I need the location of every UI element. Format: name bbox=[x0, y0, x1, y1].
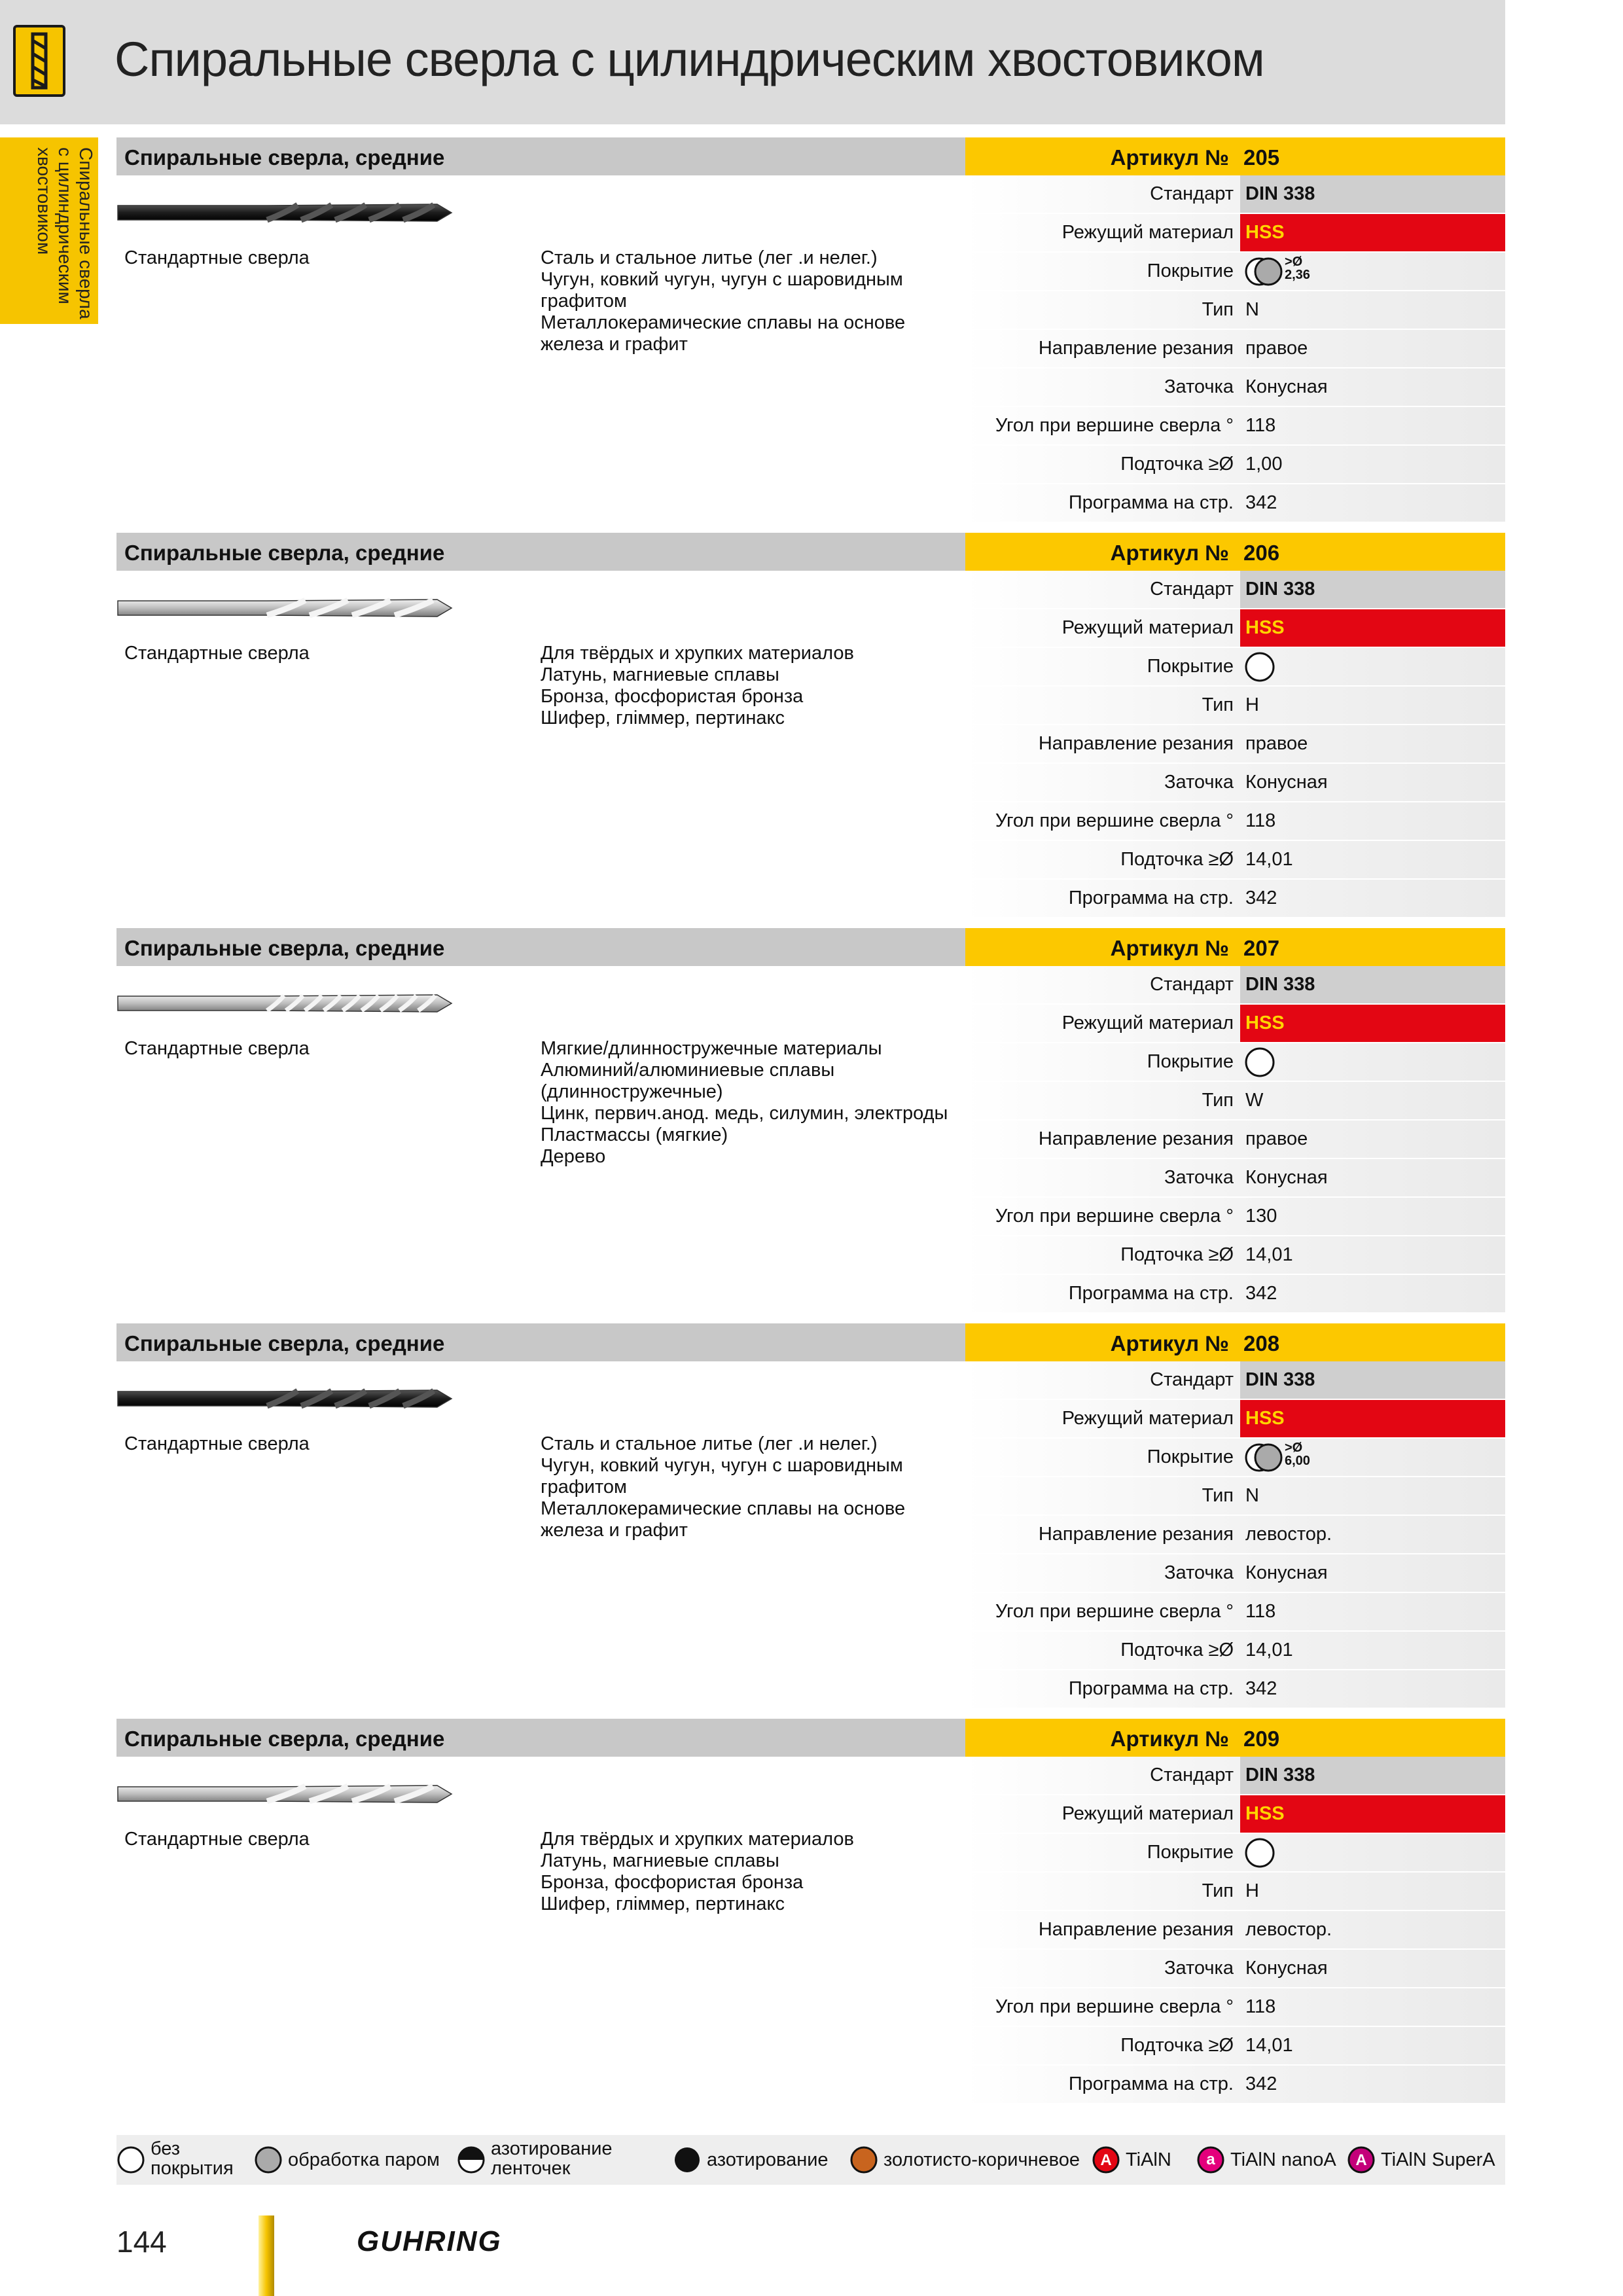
prop-row-program-page bbox=[965, 880, 1505, 918]
product-section bbox=[116, 1719, 1505, 2111]
section-title: Спиральные сверла, средние bbox=[124, 145, 445, 170]
prop-value: 1,00 bbox=[1245, 454, 1283, 475]
coating-none-icon bbox=[116, 2145, 145, 2178]
article-header bbox=[965, 533, 1505, 571]
prop-label: Тип bbox=[1202, 1485, 1234, 1506]
prop-value: 342 bbox=[1245, 492, 1277, 513]
article-number: 205 bbox=[1243, 145, 1280, 170]
prop-label: Покрытие bbox=[1147, 1051, 1234, 1072]
standard-drills-label: Стандартные сверла bbox=[124, 1433, 310, 1454]
coating-steam-icon bbox=[1244, 1443, 1283, 1476]
drill-image bbox=[116, 1376, 457, 1425]
prop-row-type bbox=[965, 291, 1505, 329]
section-title: Спиральные сверла, средние bbox=[124, 1727, 445, 1751]
drill-image bbox=[116, 1771, 457, 1820]
page-header bbox=[0, 0, 1505, 124]
prop-value: 14,01 bbox=[1245, 2035, 1293, 2056]
material-line: Для твёрдых и хрупких материалов bbox=[541, 643, 854, 664]
prop-value: N bbox=[1245, 1485, 1259, 1506]
prop-label: Заточка bbox=[1164, 1562, 1234, 1583]
product-section bbox=[116, 533, 1505, 925]
article-label: Артикул № bbox=[1110, 1727, 1229, 1751]
prop-row-regrind bbox=[965, 2027, 1505, 2065]
prop-label: Направление резания bbox=[1038, 733, 1234, 754]
prop-row-coating bbox=[965, 1834, 1505, 1872]
prop-value: H bbox=[1245, 1880, 1259, 1901]
prop-label: Заточка bbox=[1164, 376, 1234, 397]
prop-value: правое bbox=[1245, 338, 1308, 359]
coating-note: >Ø 2,36 bbox=[1285, 255, 1310, 282]
prop-value: 118 bbox=[1245, 810, 1276, 831]
prop-label: Заточка bbox=[1164, 772, 1234, 793]
legend-label: TiAlN SuperA bbox=[1381, 2149, 1495, 2170]
material-line: железа и графит bbox=[541, 334, 688, 355]
prop-label: Подточка ≥Ø bbox=[1120, 2035, 1234, 2056]
prop-label: Режущий материал bbox=[1061, 617, 1234, 638]
prop-row-coating bbox=[965, 648, 1505, 686]
prop-row-sharpening bbox=[965, 764, 1505, 802]
material-line: Чугун, ковкий чугун, чугун с шаровидным bbox=[541, 1455, 903, 1476]
prop-row-tip-angle bbox=[965, 1198, 1505, 1236]
prop-row-cut-direction bbox=[965, 1911, 1505, 1949]
prop-value: 342 bbox=[1245, 2073, 1277, 2094]
section-header bbox=[116, 533, 965, 571]
material-line: Металлокерамические сплавы на основе bbox=[541, 312, 906, 333]
coating-A-red-icon bbox=[1092, 2145, 1120, 2178]
prop-label: Заточка bbox=[1164, 1958, 1234, 1979]
article-header bbox=[965, 1719, 1505, 1757]
article-number: 206 bbox=[1243, 541, 1280, 565]
material-line: графитом bbox=[541, 1477, 627, 1498]
page-number: 144 bbox=[116, 2225, 167, 2259]
article-number: 209 bbox=[1243, 1727, 1280, 1751]
coating-A-magenta-icon bbox=[1347, 2145, 1376, 2178]
prop-value: правое bbox=[1245, 733, 1308, 754]
prop-row-type bbox=[965, 1082, 1505, 1120]
prop-value: N bbox=[1245, 299, 1259, 320]
materials-list bbox=[541, 1433, 966, 1541]
standard-drills-label: Стандартные сверла bbox=[124, 643, 310, 664]
section-header bbox=[116, 1719, 965, 1757]
prop-label: Заточка bbox=[1164, 1167, 1234, 1188]
material-line: Сталь и стальное литье (лег .и нелег.) bbox=[541, 247, 878, 268]
prop-label: Подточка ≥Ø bbox=[1120, 454, 1234, 475]
prop-value: DIN 338 bbox=[1245, 1369, 1315, 1390]
prop-row-standard bbox=[965, 966, 1505, 1004]
prop-value: Конусная bbox=[1245, 1958, 1328, 1979]
material-line: Дерево bbox=[541, 1146, 606, 1167]
prop-label: Угол при вершине сверла ° bbox=[995, 1996, 1234, 2017]
prop-label: Направление резания bbox=[1038, 338, 1234, 359]
prop-row-program-page bbox=[965, 484, 1505, 522]
prop-label: Направление резания bbox=[1038, 1919, 1234, 1940]
prop-label: Тип bbox=[1202, 299, 1234, 320]
prop-row-regrind bbox=[965, 446, 1505, 484]
brand-logo: GUHRING bbox=[357, 2225, 502, 2257]
coating-steam-icon bbox=[1244, 257, 1283, 290]
prop-label: Направление резания bbox=[1038, 1524, 1234, 1545]
prop-row-coating bbox=[965, 1439, 1505, 1477]
svg-text:A: A bbox=[1355, 2151, 1367, 2169]
material-line: Мягкие/длинностружечные материалы bbox=[541, 1038, 882, 1059]
legend-label: азотирование bbox=[707, 2149, 829, 2170]
prop-row-regrind bbox=[965, 1236, 1505, 1274]
drill-icon bbox=[13, 25, 65, 97]
prop-label: Покрытие bbox=[1147, 1842, 1234, 1863]
prop-row-cut-direction bbox=[965, 330, 1505, 368]
prop-label: Направление резания bbox=[1038, 1128, 1234, 1149]
coating-a-pink-icon bbox=[1196, 2145, 1225, 2178]
prop-row-cutting-material bbox=[965, 1400, 1505, 1438]
drill-image bbox=[116, 585, 457, 634]
prop-label: Стандарт bbox=[1150, 579, 1234, 600]
prop-label: Программа на стр. bbox=[1068, 1283, 1234, 1304]
prop-value: 130 bbox=[1245, 1206, 1277, 1227]
materials-list bbox=[541, 643, 966, 729]
side-line-3: хвостовиком bbox=[34, 147, 54, 255]
side-line-1: Спиральные сверла bbox=[76, 147, 96, 319]
prop-row-tip-angle bbox=[965, 802, 1505, 840]
svg-text:a: a bbox=[1206, 2151, 1215, 2168]
material-line: железа и графит bbox=[541, 1520, 688, 1541]
prop-value: DIN 338 bbox=[1245, 974, 1315, 995]
section-title: Спиральные сверла, средние bbox=[124, 1331, 445, 1355]
legend-label: золотисто-коричневое bbox=[883, 2149, 1080, 2170]
prop-value: левостор. bbox=[1245, 1919, 1332, 1940]
prop-label: Стандарт bbox=[1150, 1765, 1234, 1785]
prop-row-standard bbox=[965, 571, 1505, 609]
prop-value: 342 bbox=[1245, 888, 1277, 908]
prop-value: DIN 338 bbox=[1245, 183, 1315, 204]
prop-label: Стандарт bbox=[1150, 183, 1234, 204]
article-header bbox=[965, 137, 1505, 175]
article-label: Артикул № bbox=[1110, 145, 1229, 170]
prop-row-regrind bbox=[965, 841, 1505, 879]
material-line: Бронза, фосфористая бронза bbox=[541, 686, 804, 707]
coating-note: >Ø 6,00 bbox=[1285, 1441, 1310, 1468]
side-line-2: с цилиндрическим bbox=[55, 147, 75, 304]
material-line: Алюминий/алюминиевые сплавы bbox=[541, 1060, 835, 1081]
article-label: Артикул № bbox=[1110, 1331, 1229, 1355]
prop-value: Конусная bbox=[1245, 772, 1328, 793]
prop-label: Тип bbox=[1202, 1090, 1234, 1111]
prop-value: W bbox=[1245, 1090, 1264, 1111]
legend-label: без покрытия bbox=[151, 2138, 234, 2179]
coating-legend bbox=[116, 2135, 1505, 2185]
prop-value: левостор. bbox=[1245, 1524, 1332, 1545]
prop-label: Угол при вершине сверла ° bbox=[995, 1601, 1234, 1622]
prop-value: 118 bbox=[1245, 1601, 1276, 1622]
coating-half-icon bbox=[457, 2145, 486, 2178]
footer-accent-bar bbox=[259, 2215, 274, 2296]
product-section bbox=[116, 928, 1505, 1321]
prop-row-cut-direction bbox=[965, 725, 1505, 763]
material-line: Для твёрдых и хрупких материалов bbox=[541, 1829, 854, 1850]
standard-drills-label: Стандартные сверла bbox=[124, 1829, 310, 1850]
prop-row-cut-direction bbox=[965, 1516, 1505, 1554]
article-label: Артикул № bbox=[1110, 541, 1229, 565]
material-line: Сталь и стальное литье (лег .и нелег.) bbox=[541, 1433, 878, 1454]
coating-none-icon bbox=[1244, 652, 1275, 685]
coating-black-icon bbox=[673, 2145, 702, 2178]
article-header bbox=[965, 1323, 1505, 1361]
prop-row-program-page bbox=[965, 1670, 1505, 1708]
material-line: Цинк, первич.анод. медь, силумин, электроды bbox=[541, 1103, 948, 1124]
section-header bbox=[116, 1323, 965, 1361]
article-number: 208 bbox=[1243, 1331, 1280, 1355]
prop-row-tip-angle bbox=[965, 1593, 1505, 1631]
prop-row-standard bbox=[965, 175, 1505, 213]
prop-value: DIN 338 bbox=[1245, 1765, 1315, 1785]
prop-label: Режущий материал bbox=[1061, 222, 1234, 243]
article-number: 207 bbox=[1243, 936, 1280, 960]
section-title: Спиральные сверла, средние bbox=[124, 541, 445, 565]
coating-steam-icon bbox=[254, 2145, 283, 2178]
section-header bbox=[116, 137, 965, 175]
prop-label: Программа на стр. bbox=[1068, 1678, 1234, 1699]
prop-label: Подточка ≥Ø bbox=[1120, 1640, 1234, 1660]
article-header bbox=[965, 928, 1505, 966]
prop-row-sharpening bbox=[965, 1159, 1505, 1197]
material-line: Бронза, фосфористая бронза bbox=[541, 1872, 804, 1893]
prop-row-coating bbox=[965, 253, 1505, 291]
section-header bbox=[116, 928, 965, 966]
prop-row-standard bbox=[965, 1757, 1505, 1795]
material-line: графитом bbox=[541, 291, 627, 312]
prop-row-cutting-material bbox=[965, 214, 1505, 252]
prop-label: Стандарт bbox=[1150, 1369, 1234, 1390]
prop-row-regrind bbox=[965, 1632, 1505, 1670]
prop-row-cutting-material bbox=[965, 1005, 1505, 1043]
material-line: Чугун, ковкий чугун, чугун с шаровидным bbox=[541, 269, 903, 290]
prop-label: Подточка ≥Ø bbox=[1120, 849, 1234, 870]
legend-label: азотирование ленточек bbox=[491, 2138, 613, 2179]
article-label: Артикул № bbox=[1110, 936, 1229, 960]
prop-label: Программа на стр. bbox=[1068, 888, 1234, 908]
legend-label: TiAlN nanoA bbox=[1230, 2149, 1336, 2170]
standard-drills-label: Стандартные сверла bbox=[124, 247, 310, 268]
legend-label: обработка паром bbox=[288, 2149, 440, 2170]
material-line: Латунь, магниевые сплавы bbox=[541, 664, 779, 685]
prop-row-sharpening bbox=[965, 1950, 1505, 1988]
prop-value: 14,01 bbox=[1245, 1640, 1293, 1660]
prop-value: правое bbox=[1245, 1128, 1308, 1149]
prop-row-coating bbox=[965, 1043, 1505, 1081]
prop-label: Режущий материал bbox=[1061, 1013, 1234, 1033]
prop-row-type bbox=[965, 1873, 1505, 1910]
svg-text:A: A bbox=[1100, 2151, 1112, 2169]
legend-label: TiAlN bbox=[1126, 2149, 1171, 2170]
prop-label: Режущий материал bbox=[1061, 1408, 1234, 1429]
prop-value: Конусная bbox=[1245, 1167, 1328, 1188]
drill-image bbox=[116, 980, 457, 1030]
prop-value: HSS bbox=[1245, 1408, 1285, 1429]
drill-image bbox=[116, 190, 457, 239]
prop-label: Покрытие bbox=[1147, 1446, 1234, 1467]
section-title: Спиральные сверла, средние bbox=[124, 936, 445, 960]
standard-drills-label: Стандартные сверла bbox=[124, 1038, 310, 1059]
prop-value: 118 bbox=[1245, 415, 1276, 436]
materials-list bbox=[541, 247, 966, 355]
material-line: Шифер, гліммер, пертинакс bbox=[541, 708, 785, 728]
materials-list bbox=[541, 1038, 966, 1168]
coating-none-icon bbox=[1244, 1047, 1275, 1081]
coating-none-icon bbox=[1244, 1838, 1275, 1871]
prop-label: Тип bbox=[1202, 1880, 1234, 1901]
prop-label: Тип bbox=[1202, 694, 1234, 715]
prop-row-tip-angle bbox=[965, 407, 1505, 445]
product-section bbox=[116, 1323, 1505, 1716]
prop-value: HSS bbox=[1245, 222, 1285, 243]
prop-label: Программа на стр. bbox=[1068, 492, 1234, 513]
prop-row-cutting-material bbox=[965, 1795, 1505, 1833]
prop-value: 118 bbox=[1245, 1996, 1276, 2017]
prop-value: HSS bbox=[1245, 1803, 1285, 1824]
prop-row-standard bbox=[965, 1361, 1505, 1399]
prop-value: 342 bbox=[1245, 1678, 1277, 1699]
prop-row-program-page bbox=[965, 2066, 1505, 2104]
material-line: Шифер, гліммер, пертинакс bbox=[541, 1893, 785, 1914]
prop-row-cut-direction bbox=[965, 1121, 1505, 1158]
prop-label: Программа на стр. bbox=[1068, 2073, 1234, 2094]
prop-label: Стандарт bbox=[1150, 974, 1234, 995]
page-title: Спиральные сверла с цилиндрическим хвостовиком bbox=[115, 32, 1264, 86]
prop-row-tip-angle bbox=[965, 1988, 1505, 2026]
prop-row-program-page bbox=[965, 1275, 1505, 1313]
prop-value: H bbox=[1245, 694, 1259, 715]
prop-label: Угол при вершине сверла ° bbox=[995, 415, 1234, 436]
prop-value: DIN 338 bbox=[1245, 579, 1315, 600]
prop-row-sharpening bbox=[965, 368, 1505, 406]
prop-label: Угол при вершине сверла ° bbox=[995, 1206, 1234, 1227]
prop-label: Подточка ≥Ø bbox=[1120, 1244, 1234, 1265]
coating-brown-icon bbox=[849, 2145, 878, 2178]
prop-value: 342 bbox=[1245, 1283, 1277, 1304]
prop-row-sharpening bbox=[965, 1554, 1505, 1592]
material-line: Латунь, магниевые сплавы bbox=[541, 1850, 779, 1871]
prop-label: Покрытие bbox=[1147, 260, 1234, 281]
materials-list bbox=[541, 1829, 966, 1915]
material-line: Пластмассы (мягкие) bbox=[541, 1124, 728, 1145]
prop-value: Конусная bbox=[1245, 376, 1328, 397]
prop-row-type bbox=[965, 687, 1505, 725]
prop-label: Покрытие bbox=[1147, 656, 1234, 677]
prop-label: Угол при вершине сверла ° bbox=[995, 810, 1234, 831]
prop-value: HSS bbox=[1245, 1013, 1285, 1033]
prop-value: 14,01 bbox=[1245, 1244, 1293, 1265]
prop-value: HSS bbox=[1245, 617, 1285, 638]
prop-row-cutting-material bbox=[965, 609, 1505, 647]
prop-label: Режущий материал bbox=[1061, 1803, 1234, 1824]
prop-row-type bbox=[965, 1477, 1505, 1515]
material-line: (длинностружечные) bbox=[541, 1081, 723, 1102]
product-section bbox=[116, 137, 1505, 530]
prop-value: 14,01 bbox=[1245, 849, 1293, 870]
prop-value: Конусная bbox=[1245, 1562, 1328, 1583]
material-line: Металлокерамические сплавы на основе bbox=[541, 1498, 906, 1519]
